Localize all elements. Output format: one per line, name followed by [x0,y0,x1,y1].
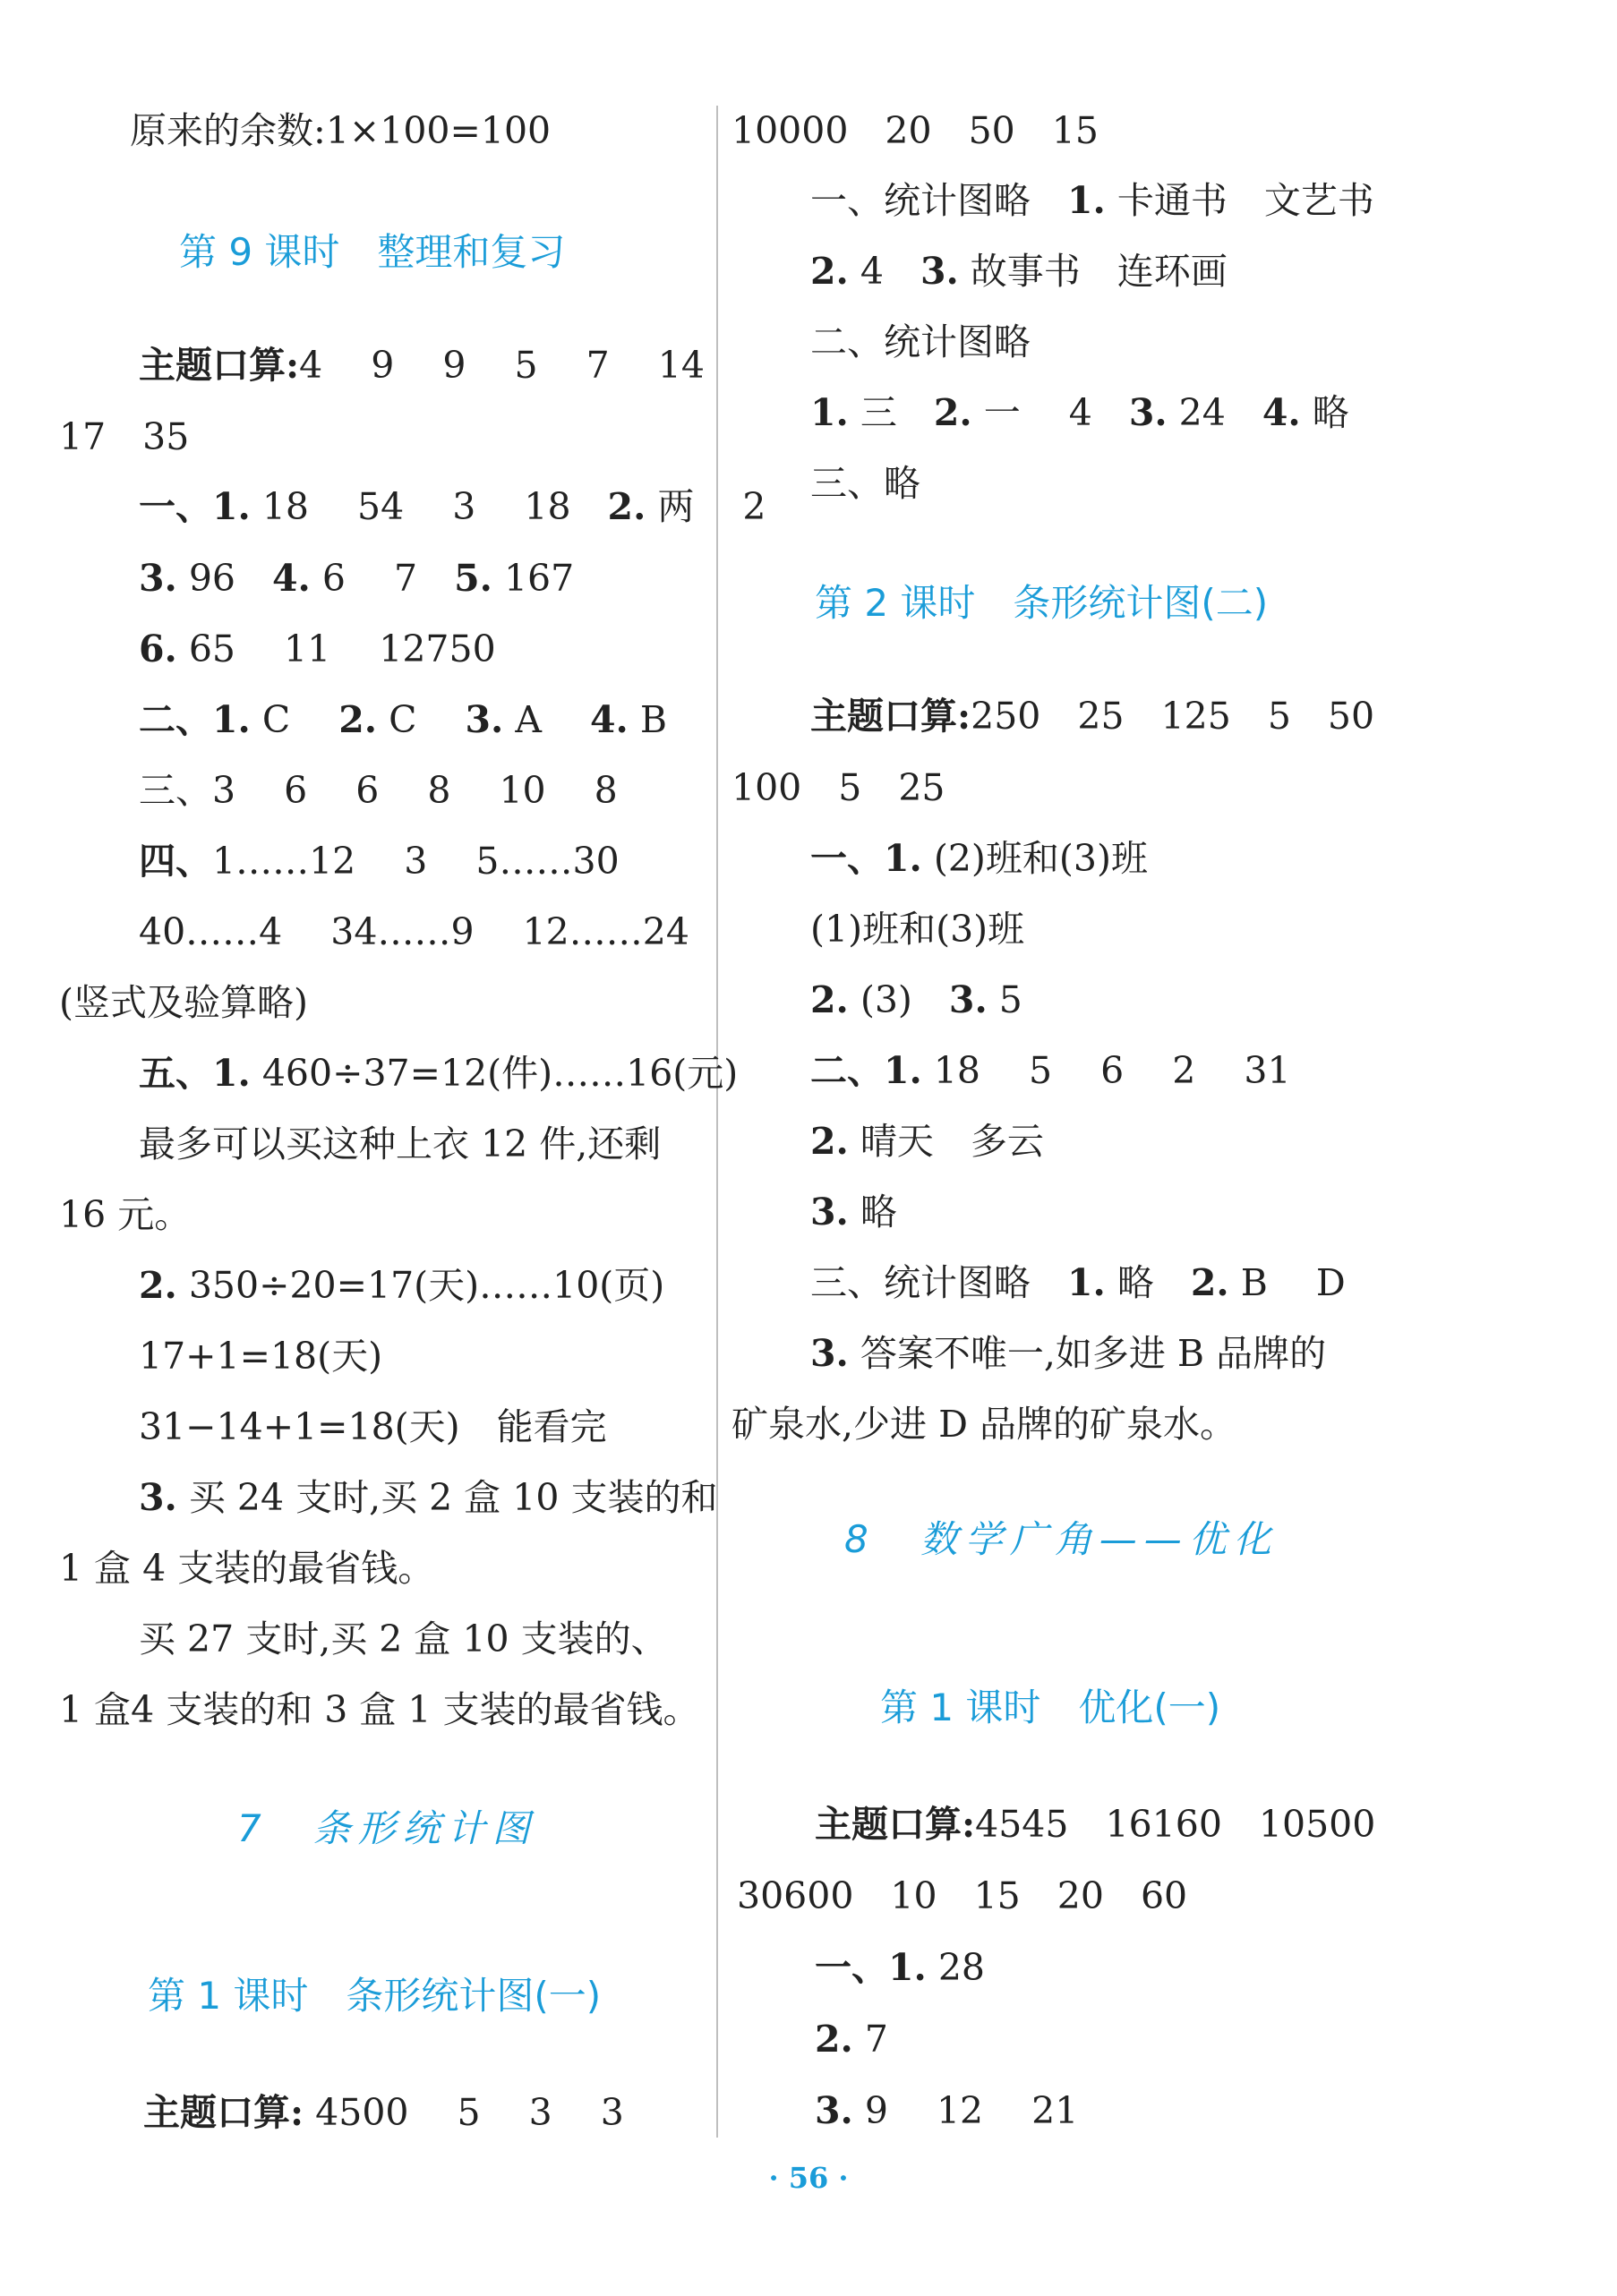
label: 1. [1067,1261,1106,1304]
value: 18 5 6 2 31 [921,1049,1291,1092]
label: 5. [454,557,492,600]
label: 四、 [139,840,212,883]
label: 2. [338,698,378,741]
text-line [143,2087,624,2138]
label: 4. [590,698,629,741]
label: 二、1. [139,698,251,741]
label: 2. [1190,1261,1229,1304]
text-line [810,1187,897,1237]
label: 3. [465,698,504,741]
text-line: 10000 20 50 15 [732,109,1099,152]
text-line [139,624,496,674]
lesson-heading: 第 1 课时 条形统计图(一) [148,1974,602,2018]
text-line [810,1046,1291,1096]
text-line: 1 盒4 支装的和 3 盒 1 支装的最省钱。 [59,1688,700,1731]
lesson-heading: 第 1 课时 优化(一) [880,1686,1221,1729]
label: 主题口算: [810,695,971,738]
label: 3. [810,1332,849,1375]
value: 96 [176,557,273,600]
text-line [810,388,1349,438]
text-line: 买 27 支时,买 2 盒 10 支装的、 [139,1617,668,1660]
text-line [815,2086,1078,2136]
value: 1……12 3 5……30 [212,840,620,883]
value: 4500 5 3 3 [304,2091,624,2134]
label: 五、1. [139,1052,251,1095]
label: 2. [810,978,849,1021]
text-line [810,175,1374,226]
text-line: 40……4 34……9 12……24 [139,910,689,953]
text-line: 二、统计图略 [810,320,1031,363]
label: 一、1. [810,837,922,880]
value: 65 11 12750 [176,627,496,670]
value: 一 4 [971,391,1129,434]
value: 460÷37=12(件)……16(元) [250,1052,739,1095]
text-line [810,246,1228,296]
value: 略 [1105,1261,1191,1304]
value: A [503,698,590,741]
label: 主题口算: [143,2091,304,2134]
label: 二、1. [810,1049,922,1092]
lesson-heading: 第 9 课时 整理和复习 [179,230,566,274]
value: 5 [987,978,1022,1021]
value: 三 [848,391,934,434]
column-divider [716,106,718,2138]
text-line: 最多可以买这种上衣 12 件,还剩 [139,1122,662,1165]
text-line [810,975,1022,1025]
text-line: 100 5 25 [732,766,945,809]
value: 7 [852,2018,888,2061]
value: 三、统计图略 [810,1261,1067,1304]
text-line: 原来的余数:1×100=100 [130,109,552,152]
value: 晴天 多云 [848,1120,1044,1163]
label: 主题口算: [139,344,300,387]
label: 3. [948,978,988,1021]
text-line [139,695,667,745]
value: 4545 16160 10500 [975,1803,1376,1846]
value: 答案不唯一,如多进 B 品牌的 [848,1332,1327,1375]
label: 6. [139,627,177,670]
text-line [139,1260,664,1310]
label: 3. [810,1191,849,1233]
label: 3. [139,557,177,600]
label: 3. [815,2089,853,2132]
value: 9 12 21 [852,2089,1079,2132]
label: 一、1. [815,1946,927,1989]
text-line: 1 盒 4 支装的最省钱。 [59,1547,435,1590]
text-line [815,1942,985,1993]
text-line [810,1116,1044,1166]
section-heading: 7 条形统计图 [237,1806,537,1850]
label: 1. [1067,179,1106,222]
lesson-heading: 第 2 课时 条形统计图(二) [815,581,1269,625]
label: 2. [607,485,646,528]
value: (3) [848,978,949,1021]
text-line: 17+1=18(天) [139,1335,383,1378]
value: 18 54 3 18 [250,485,608,528]
value: 28 [926,1946,986,1989]
text-line [810,691,1374,741]
text-line: 30600 10 15 20 60 [737,1874,1188,1917]
value: 6 7 [310,557,455,600]
value: 略 [848,1191,897,1233]
text-line: 17 35 [59,415,190,458]
text-line: 矿泉水,少进 D 品牌的矿泉水。 [732,1403,1236,1446]
label: 2. [933,391,972,434]
text-line: 三、3 6 6 8 10 8 [139,769,618,812]
text-line [810,1258,1346,1308]
text-line [139,1048,738,1098]
label: 主题口算: [815,1803,976,1846]
value: 卡通书 文艺书 [1105,179,1374,222]
value: (2)班和(3)班 [921,837,1148,880]
value: B [628,698,667,741]
text-line [139,1472,718,1523]
label: 2. [810,1120,849,1163]
value: 一、统计图略 [810,179,1067,222]
value: 略 [1300,391,1349,434]
text-line [139,482,766,532]
text-line [815,1799,1375,1849]
value: 24 [1167,391,1262,434]
text-line: (1)班和(3)班 [810,908,1025,951]
text-line: 三、略 [810,462,920,505]
value: 4 [848,250,920,293]
value: C [250,698,339,741]
value: 两 2 [646,485,766,528]
label: 4. [1262,391,1301,434]
label: 3. [920,250,959,293]
text-line [815,2014,888,2064]
label: 3. [1128,391,1168,434]
text-line [139,836,620,886]
value: 350÷20=17(天)……10(页) [176,1264,665,1307]
label: 2. [810,250,849,293]
label: 4. [272,557,311,600]
value: 250 25 125 5 50 [971,695,1375,738]
text-line: 31−14+1=18(天) 能看完 [139,1405,607,1448]
text-line [139,553,574,603]
value: 4 9 9 5 7 14 [299,344,705,387]
section-heading: 8 数学广角——优化 [844,1517,1279,1561]
page-number: · 56 · [768,2161,849,2195]
text-line [139,340,705,390]
value: 买 24 支时,买 2 盒 10 支装的和 [176,1476,718,1519]
text-line [810,833,1148,883]
text-line: (竖式及验算略) [59,981,308,1024]
label: 3. [139,1476,177,1519]
value: C [377,698,466,741]
label: 2. [815,2018,853,2061]
text-line [810,1328,1326,1378]
label: 一、1. [139,485,251,528]
value: 167 [492,557,575,600]
text-line: 16 元。 [59,1193,192,1236]
value: 故事书 连环画 [958,250,1228,293]
value: B D [1228,1261,1346,1304]
label: 1. [810,391,849,434]
label: 2. [139,1264,177,1307]
